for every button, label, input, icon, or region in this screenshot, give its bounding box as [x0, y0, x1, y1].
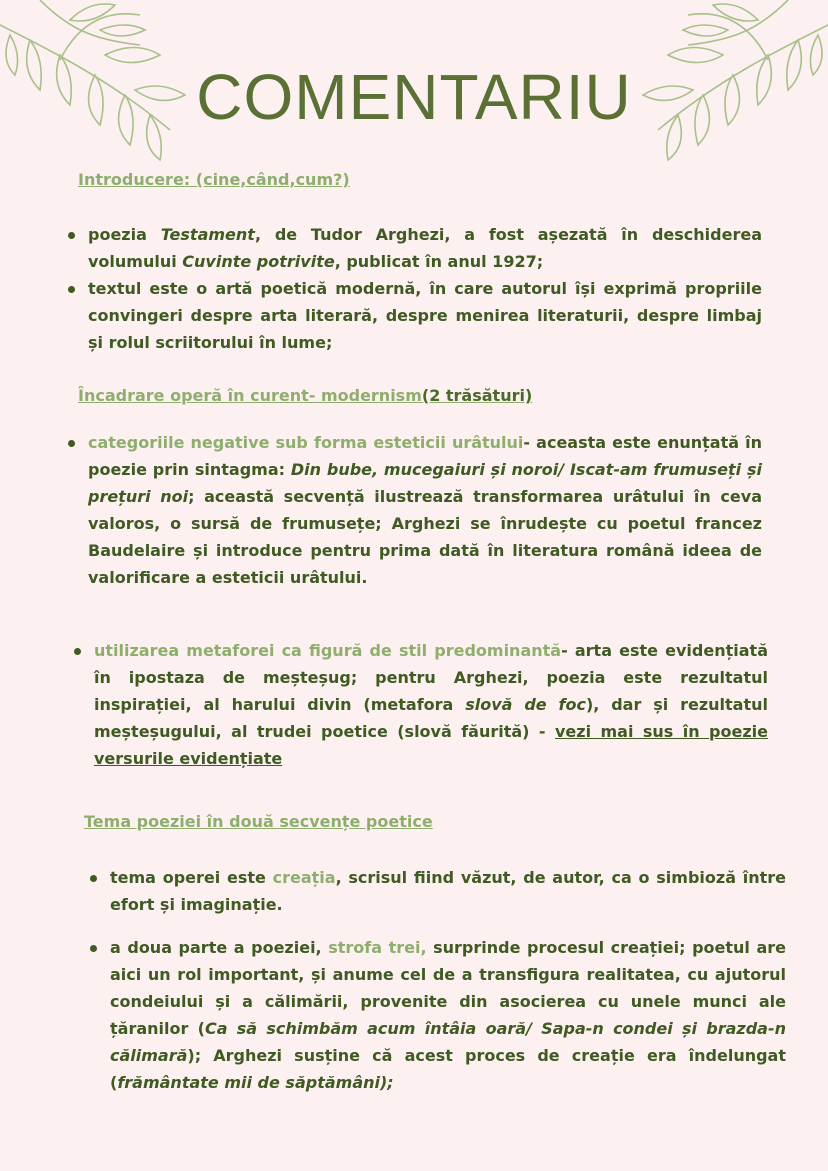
curent-list-2	[72, 637, 768, 772]
curent-heading: Încadrare operă în curent- modernism(2 trăsături)	[78, 386, 533, 405]
list-item: categoriile negative sub forma esteticii urâtului- aceasta este enunțată în poezie prin sintagma: Din bube, mucegaiuri și noroi/ Iscat-am frumuseți și prețuri noi; această secvență ilustrează transformarea urâtului în ceva valoros, o sursă de frumusețe; Arghezi se înrudește cu poetul francez Baudelaire și introduce pentru prima dată în literatura română ideea de valorificare a esteticii urâtului.	[66, 429, 762, 591]
intro-list	[66, 221, 762, 356]
intro-heading: Introducere: (cine,când,cum?)	[78, 170, 350, 189]
tema-list	[88, 864, 786, 1096]
page-title: COMENTARIU	[196, 61, 632, 133]
list-item: utilizarea metaforei ca figură de stil predominantă- arta este evidențiată în ipostaza de meșteșug; pentru Arghezi, poezia este rezultatul inspirației, al harului divin (metafora slovă de foc), dar și rezultatul meșteșugului, al trudei poetice (slovă făurită) - vezi mai sus în poezie versurile evidențiate	[72, 637, 768, 772]
list-item: textul este o artă poetică modernă, în care autorul își exprimă propriile convingeri despre arta literară, despre menirea literaturii, despre limbaj și rolul scriitorului în lume;	[66, 275, 762, 356]
curent-list-1	[66, 429, 762, 591]
list-item: tema operei este creația, scrisul fiind văzut, de autor, ca o simbioză între efort și imaginație.	[88, 864, 786, 918]
see-above-link: vezi mai sus în poezie versurile evidențiate	[94, 722, 768, 768]
list-item: poezia Testament, de Tudor Arghezi, a fost așezată în deschiderea volumului Cuvinte potrivite, publicat în anul 1927;	[66, 221, 762, 275]
list-item: a doua parte a poeziei, strofa trei, surprinde procesul creației; poetul are aici un rol important, și anume cel de a transfigura realitatea, cu ajutorul condeiului și a călimării, provenite din asocierea cu unele munci ale țăranilor (Ca să schimbăm acum întâia oară/ Sapa-n condei și brazda-n călimară); Arghezi susține că acest proces de creație era îndelungat (frământate mii de săptămâni);	[88, 934, 786, 1096]
tema-heading: Tema poeziei în două secvențe poetice	[84, 812, 433, 831]
